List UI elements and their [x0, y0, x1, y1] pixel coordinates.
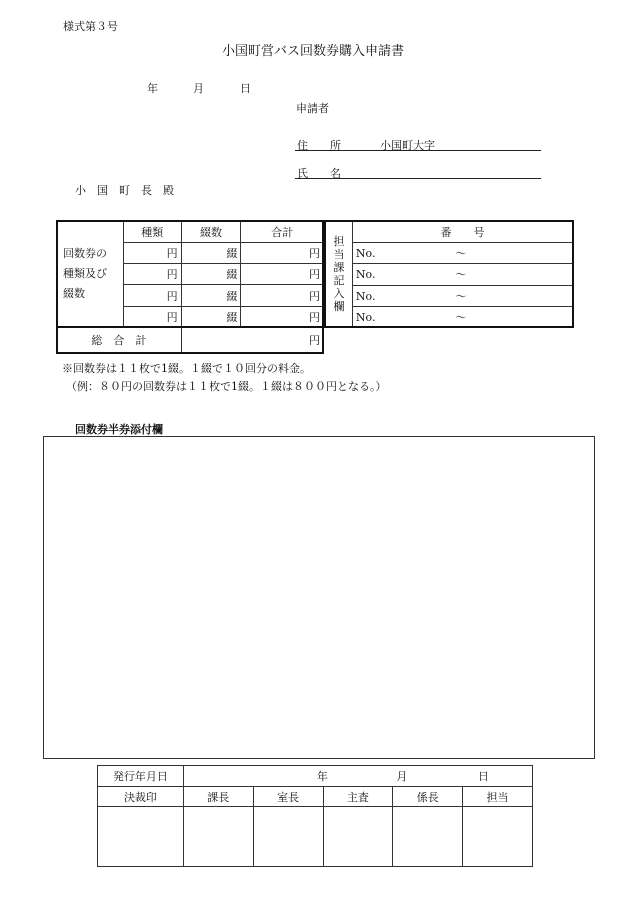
role-header: 室長: [253, 787, 323, 807]
kind-cell[interactable]: 円: [123, 285, 181, 306]
sets-cell[interactable]: 綴: [181, 264, 241, 285]
seal-cell[interactable]: [98, 807, 184, 867]
col-total-header: 合計: [241, 221, 324, 243]
seal-cell[interactable]: [323, 807, 393, 867]
ticket-row-header: 回数券の 種類及び 綴数: [57, 221, 124, 328]
stub-attachment-box[interactable]: [43, 436, 595, 759]
issue-date-cell[interactable]: 年 月 日: [183, 766, 532, 787]
total-cell[interactable]: 円: [241, 306, 324, 327]
role-header: 担当: [463, 787, 533, 807]
role-header: 課長: [183, 787, 253, 807]
col-kind-header: 種類: [123, 221, 181, 243]
ticket-table-frame: [56, 220, 324, 328]
total-cell[interactable]: 円: [241, 243, 324, 264]
seal-cell[interactable]: [253, 807, 323, 867]
sets-cell[interactable]: 綴: [181, 306, 241, 327]
seal-cell[interactable]: [463, 807, 533, 867]
role-header: 主査: [323, 787, 393, 807]
number-row[interactable]: No. ～: [352, 285, 572, 306]
note-1: ※回数券は１１枚で1綴。１綴で１０回分の料金。: [62, 362, 311, 375]
number-row[interactable]: No. ～: [352, 264, 572, 285]
stub-section-label: 回数券半券添付欄: [75, 423, 163, 436]
address-underline: [295, 150, 541, 151]
sets-cell[interactable]: 綴: [181, 243, 241, 264]
applicant-label: 申請者: [296, 102, 329, 115]
number-row[interactable]: No. ～: [352, 243, 572, 264]
grand-total-cell[interactable]: 円: [181, 327, 323, 353]
kind-cell[interactable]: 円: [123, 306, 181, 327]
number-row[interactable]: No. ～: [352, 306, 572, 327]
note-2: （例：８０円の回数券は１１枚で1綴。１綴は８００円となる。）: [66, 380, 387, 393]
form-number: 様式第３号: [63, 20, 118, 33]
kind-cell[interactable]: 円: [123, 264, 181, 285]
addressee: 小 国 町 長 殿: [75, 184, 174, 197]
seal-cell[interactable]: [393, 807, 463, 867]
seal-label: 決裁印: [98, 787, 184, 807]
grand-total-frame: [56, 326, 324, 354]
col-sets-header: 綴数: [181, 221, 241, 243]
date-year-label: 年: [147, 82, 158, 95]
sets-cell[interactable]: 綴: [181, 285, 241, 306]
total-cell[interactable]: 円: [241, 285, 324, 306]
staff-entry-label: 担 当 課 記 入 欄: [326, 221, 353, 328]
address-value[interactable]: 小国町大字: [380, 139, 435, 152]
grand-total-label: 総 合 計: [57, 327, 182, 353]
issue-date-label: 発行年月日: [98, 766, 184, 787]
name-underline[interactable]: [295, 178, 541, 179]
role-header: 係長: [393, 787, 463, 807]
number-table-frame: [324, 220, 574, 328]
kind-cell[interactable]: 円: [123, 243, 181, 264]
approval-table: [97, 765, 533, 867]
number-header: 番 号: [352, 221, 572, 243]
name-label: 氏 名: [297, 167, 341, 180]
page-title: 小国町営バス回数券購入申請書: [222, 44, 405, 59]
address-label: 住 所: [297, 139, 341, 152]
date-month-label: 月: [193, 82, 204, 95]
date-day-label: 日: [240, 82, 251, 95]
seal-cell[interactable]: [183, 807, 253, 867]
total-cell[interactable]: 円: [241, 264, 324, 285]
